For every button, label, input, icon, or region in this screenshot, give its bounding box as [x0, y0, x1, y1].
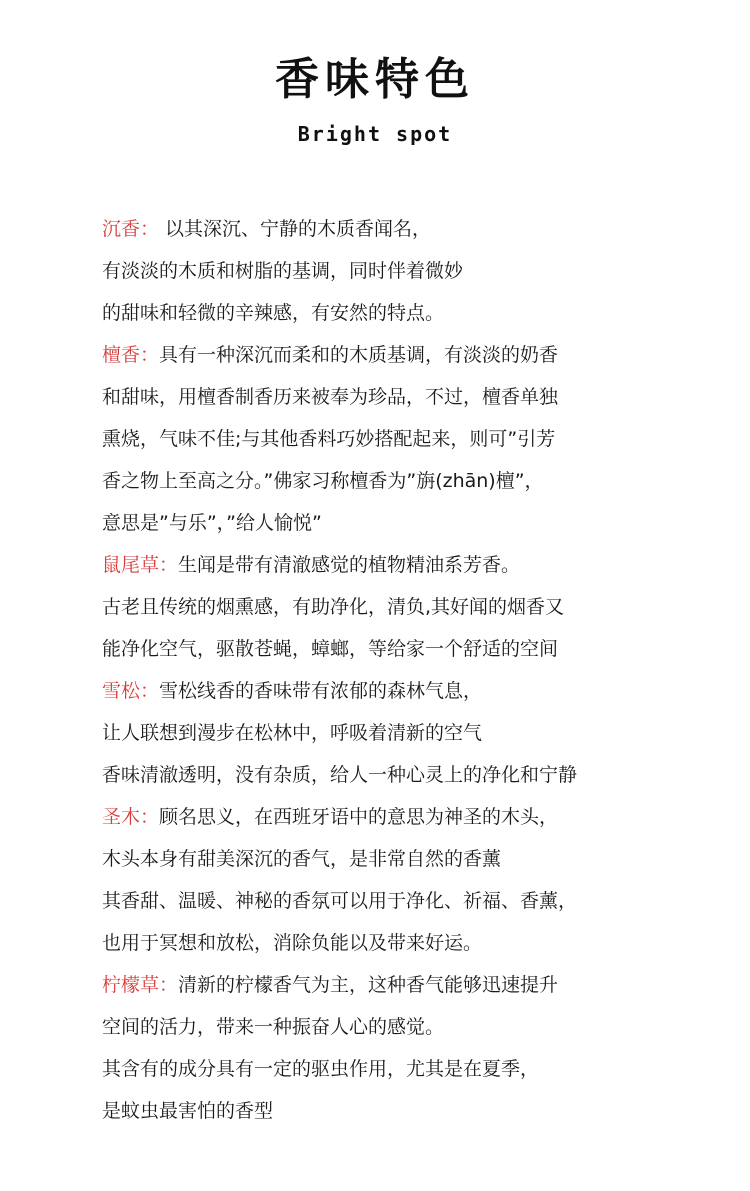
text-line: 能净化空气，驱散苍蝇，蟑螂，等给家一个舒适的空间 — [102, 638, 559, 660]
line-text: 雪松线香的香味带有浓郁的森林气息， — [159, 680, 483, 702]
section-palo-santo — [102, 796, 742, 964]
section-cedar — [102, 670, 742, 796]
fragrance-description — [102, 208, 742, 1132]
text-line: 木头本身有甜美深沉的香气，是非常自然的香薰 — [102, 848, 502, 870]
section-label: 沉香： — [102, 218, 160, 240]
section-label: 圣木： — [102, 806, 160, 828]
text-line: 是蚊虫最害怕的香型 — [102, 1100, 274, 1122]
text-line: 香味清澈透明，没有杂质，给人一种心灵上的净化和宁静 — [102, 764, 578, 786]
section-sage — [102, 544, 742, 670]
section-label: 柠檬草： — [102, 974, 179, 996]
header — [0, 52, 750, 148]
page-title: 香味特色 — [275, 54, 475, 105]
line-text: 顾名思义，在西班牙语中的意思为神圣的木头， — [159, 806, 559, 828]
text-line: 让人联想到漫步在松林中，呼吸着清新的空气 — [102, 722, 483, 744]
text-line: 香之物上至高之分。”佛家习称檀香为”旃(zhān)檀”， — [102, 470, 544, 492]
page-subtitle: Bright spot — [297, 122, 453, 146]
text-line: 其香甜、温暖、神秘的香氛可以用于净化、祈福、香薰， — [102, 890, 578, 912]
text-line — [102, 544, 742, 586]
text-line: 熏烧，气味不佳;与其他香料巧妙搭配起来，则可”引芳 — [102, 428, 556, 450]
section-label: 檀香： — [102, 344, 160, 366]
text-line — [102, 208, 742, 250]
text-line: 有淡淡的木质和树脂的基调，同时伴着微妙 — [102, 260, 464, 282]
line-text: 以其深沉、宁静的木质香闻名， — [159, 218, 432, 240]
text-line: 空间的活力，带来一种振奋人心的感觉。 — [102, 1016, 445, 1038]
text-line — [102, 796, 742, 838]
text-line — [102, 964, 742, 1006]
text-line: 古老且传统的烟熏感，有助净化，清负,其好闻的烟香又 — [102, 596, 565, 618]
section-lemongrass — [102, 964, 742, 1132]
text-line: 意思是”与乐”，”给人愉悦” — [102, 512, 322, 534]
line-text: 清新的柠檬香气为主，这种香气能够迅速提升 — [178, 974, 559, 996]
section-sandalwood — [102, 334, 742, 544]
text-line — [102, 670, 742, 712]
section-agarwood — [102, 208, 742, 334]
section-label: 雪松： — [102, 680, 160, 702]
text-line: 也用于冥想和放松，消除负能以及带来好运。 — [102, 932, 483, 954]
text-line: 和甜味，用檀香制香历来被奉为珍品，不过，檀香单独 — [102, 386, 559, 408]
text-line: 其含有的成分具有一定的驱虫作用，尤其是在夏季， — [102, 1058, 540, 1080]
line-text: 生闻是带有清澈感觉的植物精油系芳香。 — [178, 554, 521, 576]
text-line: 的甜味和轻微的辛辣感，有安然的特点。 — [102, 302, 445, 324]
text-line — [102, 334, 742, 376]
line-text: 具有一种深沉而柔和的木质基调，有淡淡的奶香 — [159, 344, 559, 366]
section-label: 鼠尾草： — [102, 554, 179, 576]
